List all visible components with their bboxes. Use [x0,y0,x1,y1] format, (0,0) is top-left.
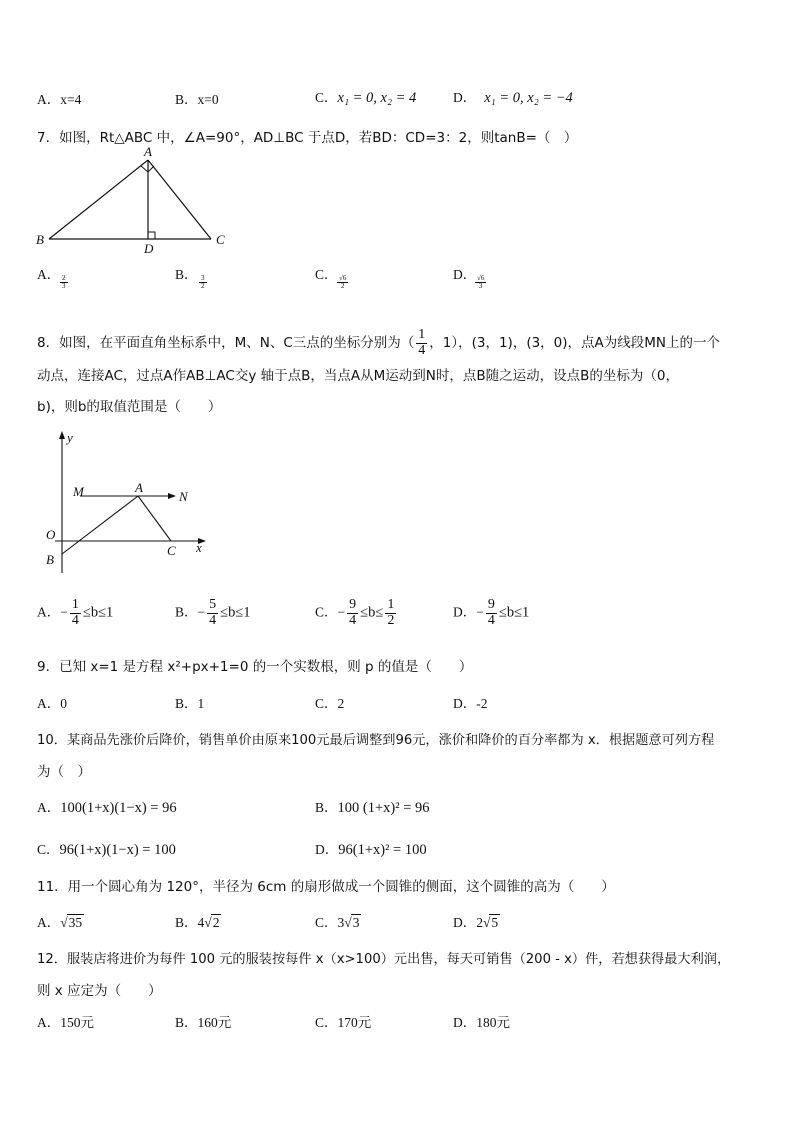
q11-option-b-coef: 4 [197,915,205,930]
q10-stem-line2: 为（ ） [37,764,91,780]
q9-option-a: A．0 [37,696,67,711]
q7-label-c: C [216,232,225,247]
q11-option-b-label: B． [175,915,198,930]
q12-stem-line2: 则 x 应定为（ ） [37,983,162,999]
q8-stem-fraction [416,328,427,358]
q10-option-b-label: B． [315,800,338,815]
q10-option-d-label: D． [315,842,339,857]
q7-option-b-fraction [199,275,207,291]
q7-option-b-den: 2 [201,282,205,291]
q7-option-a-num: 2 [62,274,66,282]
q7-option-c-label: C． [315,267,338,282]
q8-option-b-sign: − [197,604,206,620]
q11-option-b-radicand: 2 [212,915,220,930]
q7-option-c-fraction [337,275,348,291]
q7-option-c [315,263,347,291]
q8-option-b-fraction [207,598,218,628]
q8-option-c-num: 9 [349,597,357,612]
q8-option-a-num: 1 [71,597,79,612]
q8-y-axis-arrow [59,431,65,439]
q8-stem-line1-end: ，1），(3，1)，(3，0)，点A为线段MN上的一个 [429,335,721,352]
q8-option-a-sign: − [60,604,68,620]
q8-stem-line3: b)，则b的取值范围是（ ） [37,399,222,415]
q7-option-a-den: 3 [62,282,66,291]
q11-option-c-label: C． [315,915,338,930]
q10-option-c-equation: 96(1+x)(1−x) = 100 [59,842,176,858]
q7-option-d-label: D． [453,267,477,282]
q7-option-a-label: A． [37,267,61,282]
q8-option-d-num: 9 [487,597,495,612]
q8-option-c-range: ≤b≤ [360,604,384,621]
q7-option-b [175,263,205,291]
q7-triangle-figure [30,140,240,255]
q6-option-a: A．x=4 [37,92,82,107]
q7-label-b: B [36,232,44,247]
q7-option-d [453,263,485,291]
q8-stem-frac-den: 4 [418,342,426,358]
q11-option-c-radicand: 3 [352,915,360,930]
q6-option-b: B．x=0 [175,92,219,107]
q11-option-a: A．√35 [37,915,83,930]
q7-option-b-label: B． [175,267,198,282]
q11-option-c-coef: 3 [337,915,345,930]
q6-option-d-label: D． [453,90,477,105]
q8-segment-ab [62,496,138,554]
q8-coordinate-figure [40,428,220,574]
q11-option-a-label: A． [37,915,61,930]
q7-option-a [37,263,66,291]
q8-option-c-num2: 1 [387,597,395,612]
q8-option-c-den: 4 [349,612,357,628]
q7-segment-ac [148,160,211,239]
q8-option-b-num: 5 [209,597,217,612]
q8-label-c: C [167,543,176,558]
q11-option-a-radicand: 35 [68,915,83,930]
q7-label-d: D [144,241,154,255]
q11-option-d-label: D． [453,915,477,930]
q10-option-a [37,796,177,817]
q8-option-c-sign: − [337,604,346,620]
q6-option-c-equation: x₁ = 0, x₂ = 4 [337,90,417,106]
q8-stem-line1 [37,328,720,358]
q10-option-b [315,796,430,817]
q11-option-b: B．4√2 [175,915,220,930]
q8-option-d-sign: − [476,604,484,620]
q8-option-a-den: 4 [71,612,79,628]
q7-option-d-den: 3 [478,282,483,291]
q10-option-a-equation: 100(1+x)(1−x) = 96 [60,800,177,816]
q8-label-a: A [135,480,143,495]
q7-option-b-num: 3 [201,274,205,282]
q10-option-c [37,838,176,859]
q8-option-c-fraction-2 [385,598,396,628]
q8-option-d-fraction [486,598,497,628]
q8-option-d-range: ≤b≤1 [498,604,530,621]
q7-option-d-num: √6 [477,274,485,282]
q8-n-arrow [168,493,176,499]
q8-stem-frac-num: 1 [418,327,426,342]
q8-option-d [453,598,529,628]
q8-option-b [175,598,251,628]
q6-option-c [315,86,416,107]
q11-option-d: D．2√5 [453,915,499,930]
q9-option-b: B．1 [175,696,205,711]
q8-label-b: B [46,552,54,567]
q7-option-a-fraction [60,275,68,291]
q8-option-a-range: ≤b≤1 [82,604,114,621]
q7-option-c-num: √6 [339,274,347,282]
q9-stem: 9．已知 x=1 是方程 x²+px+1=0 的一个实数根，则 p 的值是（ ） [37,659,473,675]
q8-option-c-den2: 2 [387,612,395,628]
q8-stem-line1-start: 8．如图，在平面直角坐标系中，M、N、C三点的坐标分别为（ [37,335,415,352]
q9-option-c: C．2 [315,696,345,711]
q12-option-c: C．170元 [315,1015,372,1030]
q8-label-x: x [196,540,202,555]
q6-option-c-label: C． [315,90,338,105]
q10-stem-line1: 10．某商品先涨价后降价，销售单价由原来100元最后调整到96元，涨价和降价的百分率都为 x．根据题意可列方程 [37,733,715,748]
q8-option-b-den: 4 [209,612,217,628]
q10-option-b-equation: 100 (1+x)² = 96 [337,800,430,816]
q7-right-angle-d [148,232,155,239]
q8-option-a [37,598,113,628]
q8-option-d-den: 4 [487,612,495,628]
q6-option-d-equation: x₁ = 0, x₂ = −4 [484,90,573,106]
q7-segment-ab [49,160,148,239]
q8-option-a-fraction [70,598,81,628]
q10-option-d-equation: 96(1+x)² = 100 [338,842,427,858]
q8-label-o: O [46,527,56,542]
q7-label-a: A [144,144,152,159]
q8-option-c-label: C． [315,604,338,620]
q8-option-d-label: D． [453,604,477,620]
q10-option-a-label: A． [37,800,61,815]
q12-option-d: D．180元 [453,1015,510,1030]
q9-option-d: D．-2 [453,696,488,711]
q11-option-d-radicand: 5 [491,915,499,930]
q11-option-c: C．3√3 [315,915,360,930]
q8-option-b-range: ≤b≤1 [220,604,251,621]
q8-option-c-fraction-1 [347,598,358,628]
q6-option-d [453,86,573,107]
q10-option-c-label: C． [37,842,60,857]
q12-option-b: B．160元 [175,1015,232,1030]
q10-option-d [315,838,427,859]
q12-stem-line1: 12．服装店将进价为每件 100 元的服装按每件 x（x>100）元出售，每天可销售（200 - x）件，若想获得最大利润， [37,952,731,967]
q11-stem: 11．用一个圆心角为 120°，半径为 6cm 的扇形做成一个圆锥的侧面，这个圆锥的高为（ ） [37,879,615,895]
q12-option-a: A．150元 [37,1015,94,1030]
q8-option-c [315,598,398,628]
q8-option-b-label: B． [175,604,198,620]
q8-segment-ac [138,496,171,541]
q8-label-y: y [67,430,73,445]
q7-stem: 7．如图，Rt△ABC 中，∠A=90°，AD⊥BC 于点D，若BD：CD=3：2，则tanB=（ ） [37,130,578,146]
q7-option-d-fraction [475,275,486,291]
q8-label-m: M [73,484,84,499]
q8-label-n: N [179,489,188,504]
q11-option-d-coef: 2 [476,915,483,930]
q7-option-c-den: 2 [340,282,345,291]
q8-stem-line2: 动点，连接AC，过点A作AB⊥AC交y 轴于点B，当点A从M运动到N时，点B随之运动，设点B的坐标为（0， [37,368,679,384]
q8-option-a-label: A． [37,604,61,620]
